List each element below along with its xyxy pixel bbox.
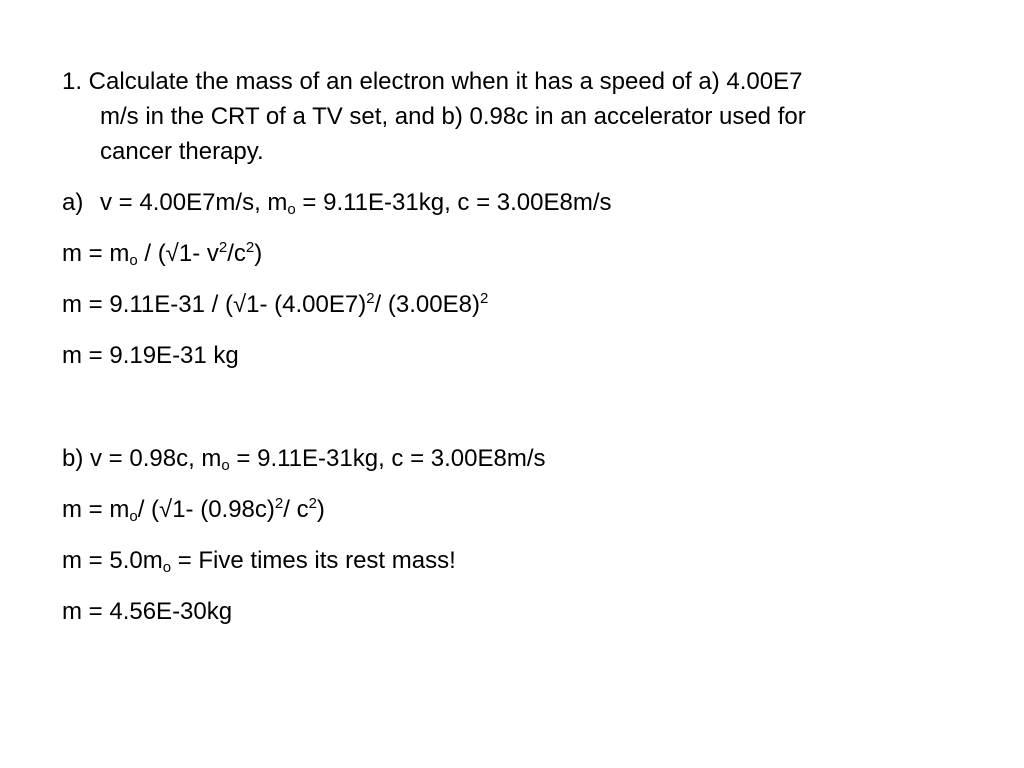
part-a-result: m = 9.19E-31 kg xyxy=(62,342,239,369)
part-b-ratio-sub: o xyxy=(162,559,172,576)
part-b-formula-mid1: / (√1- (0.98c) xyxy=(137,496,275,523)
part-a-given-v: v = 4.00E7m/s, m xyxy=(100,189,288,216)
part-b-formula-end: ) xyxy=(316,496,325,523)
part-b-ratio-pre: m = 5.0m xyxy=(62,547,163,574)
part-a-given-sub: o xyxy=(287,201,296,218)
part-a-formula-end: ) xyxy=(254,240,263,267)
question-line-1: 1. Calculate the mass of an electron when it has a speed of a) 4.00E7 xyxy=(62,68,803,95)
part-b-ratio-rest: = Five times its rest mass! xyxy=(171,547,456,574)
part-b-given xyxy=(62,445,546,473)
part-a-subst-sup2: 2 xyxy=(479,290,489,307)
part-a-formula-sup2: 2 xyxy=(245,239,255,256)
part-a-formula-mid1: / (√1- v xyxy=(137,240,219,267)
part-b-given-pre: b) v = 0.98c, m xyxy=(62,445,222,472)
part-a-subst-sup1: 2 xyxy=(366,290,375,307)
part-b-given-rest: = 9.11E-31kg, c = 3.00E8m/s xyxy=(229,445,546,472)
part-a-given-rest: = 9.11E-31kg, c = 3.00E8m/s xyxy=(295,189,612,216)
question-line-3: cancer therapy. xyxy=(100,138,264,165)
part-a-subst-mid: / (3.00E8) xyxy=(374,291,480,318)
part-b-ratio xyxy=(62,547,456,575)
part-a-formula-pre: m = m xyxy=(62,240,130,267)
part-b-formula xyxy=(62,496,325,524)
part-b-formula-pre: m = m xyxy=(62,496,130,523)
part-a-formula xyxy=(62,240,262,268)
part-b-given-sub: o xyxy=(221,457,230,474)
part-b-result: m = 4.56E-30kg xyxy=(62,598,233,625)
part-a-formula-sub: o xyxy=(129,252,138,269)
part-a-formula-sup1: 2 xyxy=(218,239,228,256)
part-a-given xyxy=(100,189,612,217)
part-a-label: a) xyxy=(62,189,84,216)
part-a-substitution xyxy=(62,291,488,319)
part-b-formula-sup2: 2 xyxy=(308,495,317,512)
question-line-2: m/s in the CRT of a TV set, and b) 0.98c in an accelerator used for xyxy=(100,103,806,130)
part-b-formula-sub: o xyxy=(129,508,138,525)
part-a-subst-pre: m = 9.11E-31 / (√1- (4.00E7) xyxy=(62,291,367,318)
part-b-formula-mid2: / c xyxy=(283,496,309,523)
part-b-formula-sup1: 2 xyxy=(274,495,284,512)
part-a-formula-mid2: /c xyxy=(227,240,246,267)
